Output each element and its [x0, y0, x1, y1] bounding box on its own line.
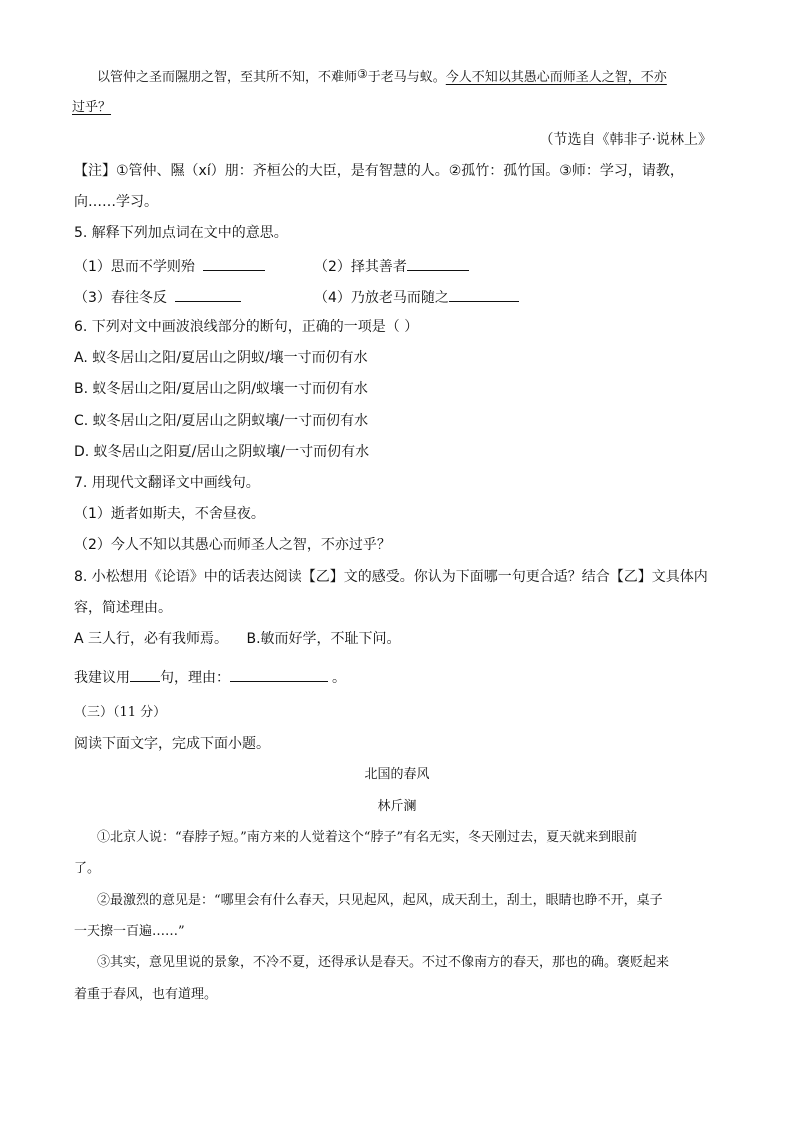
article-title: 北国的春风	[364, 767, 430, 782]
q8-option-a[interactable]: A 三人行，必有我师焉。	[74, 631, 229, 647]
q7-stem: 7. 用现代文翻译文中画线句。	[74, 475, 260, 491]
section-instruction: 阅读下面文字，完成下面小题。	[74, 736, 270, 752]
q8-answer-line	[74, 667, 346, 687]
underlined-sentence-end: 过乎？	[72, 100, 112, 115]
article-p3-line-1: ③其实，意见里说的景象，不冷不夏，还得承认是春天。不过不像南方的春天，那也的确。褒贬起来	[97, 955, 670, 970]
q8-answer-mid: 句，理由：	[160, 670, 230, 686]
q5-item-1-text: （1）思而不学则殆	[74, 259, 195, 275]
q5-stem: 5. 解释下列加点词在文中的意思。	[74, 225, 288, 241]
q6-stem: 6. 下列对文中画波浪线部分的断句，正确的一项是（ ）	[74, 319, 419, 335]
passage-source: （节选自《韩非子·说林上》	[539, 132, 712, 148]
q5-item-4	[314, 287, 519, 307]
note-line-2: 向……学习。	[74, 194, 158, 210]
q5-item-2-text: （2）择其善者	[314, 259, 407, 275]
q8-answer-prefix: 我建议用	[74, 670, 130, 686]
q6-option-d[interactable]: D. 蚁冬居山之阳夏/居山之阴蚁壤/一寸而仞有水	[74, 444, 370, 460]
passage-text-after: 于老马与蚁。	[367, 70, 446, 85]
note-mark: ③	[357, 67, 368, 81]
answer-blank[interactable]	[130, 667, 160, 682]
underlined-sentence: 今人不知以其愚心而师圣人之智，不亦	[445, 70, 667, 85]
q5-item-3	[74, 287, 241, 307]
note-line-1: 【注】①管仲、隰（xí）朋：齐桓公的大臣，是有智慧的人。②孤竹：孤竹国。③师：学习，请教，	[74, 163, 684, 179]
article-p2-line-2: 一天擦一百遍……”	[74, 924, 185, 939]
q7-item-1: （1）逝者如斯夫，不舍昼夜。	[74, 506, 265, 522]
passage-text: 以管仲之圣而隰朋之智，至其所不知，不难师	[97, 70, 358, 85]
answer-blank[interactable]	[449, 287, 519, 302]
answer-blank[interactable]	[230, 667, 328, 682]
section-heading: （三）（11 分）	[74, 705, 167, 720]
article-p3-line-2: 着重于春风，也有道理。	[74, 987, 218, 1002]
article-author: 林斤澜	[377, 799, 417, 814]
passage-line-2	[72, 99, 111, 117]
q8-stem-line-1: 8. 小松想用《论语》中的话表达阅读【乙】文的感受。你认为下面哪一句更合适？结合【乙】文具体内	[74, 569, 708, 585]
q5-item-2	[314, 256, 469, 276]
q6-option-b[interactable]: B. 蚁冬居山之阳/夏居山之阴/蚁壤一寸而仞有水	[74, 381, 368, 397]
q5-item-3-text: （3）春往冬反	[74, 290, 167, 306]
q6-option-a[interactable]: A. 蚁冬居山之阳/夏居山之阴蚁/壤一寸而仞有水	[74, 350, 368, 366]
article-p1-line-2: 了。	[74, 861, 101, 876]
q7-item-2: （2）今人不知以其愚心而师圣人之智，不亦过乎？	[74, 537, 391, 553]
article-p2-line-1: ②最激烈的意见是：“哪里会有什么春天，只见起风，起风，成天刮土，刮土，眼睛也睁不开，桌子	[97, 893, 663, 908]
q5-item-4-text: （4）乃放老马而随之	[314, 290, 449, 306]
q8-stem-line-2: 容，简述理由。	[74, 600, 172, 616]
q8-option-b[interactable]: B.敏而好学，不耻下问。	[246, 631, 401, 647]
q5-item-1	[74, 256, 265, 276]
q8-options	[74, 630, 401, 648]
passage-line-1	[97, 68, 667, 87]
q8-answer-end: 。	[332, 670, 346, 686]
answer-blank[interactable]	[175, 287, 241, 302]
answer-blank[interactable]	[407, 256, 469, 271]
q6-option-c[interactable]: C. 蚁冬居山之阳/夏居山之阴蚁壤/一寸而仞有水	[74, 413, 369, 429]
answer-blank[interactable]	[203, 256, 265, 271]
article-p1-line-1: ①北京人说：“春脖子短。”南方来的人觉着这个“脖子”有名无实，冬天刚过去，夏天就来到眼前	[97, 830, 638, 845]
